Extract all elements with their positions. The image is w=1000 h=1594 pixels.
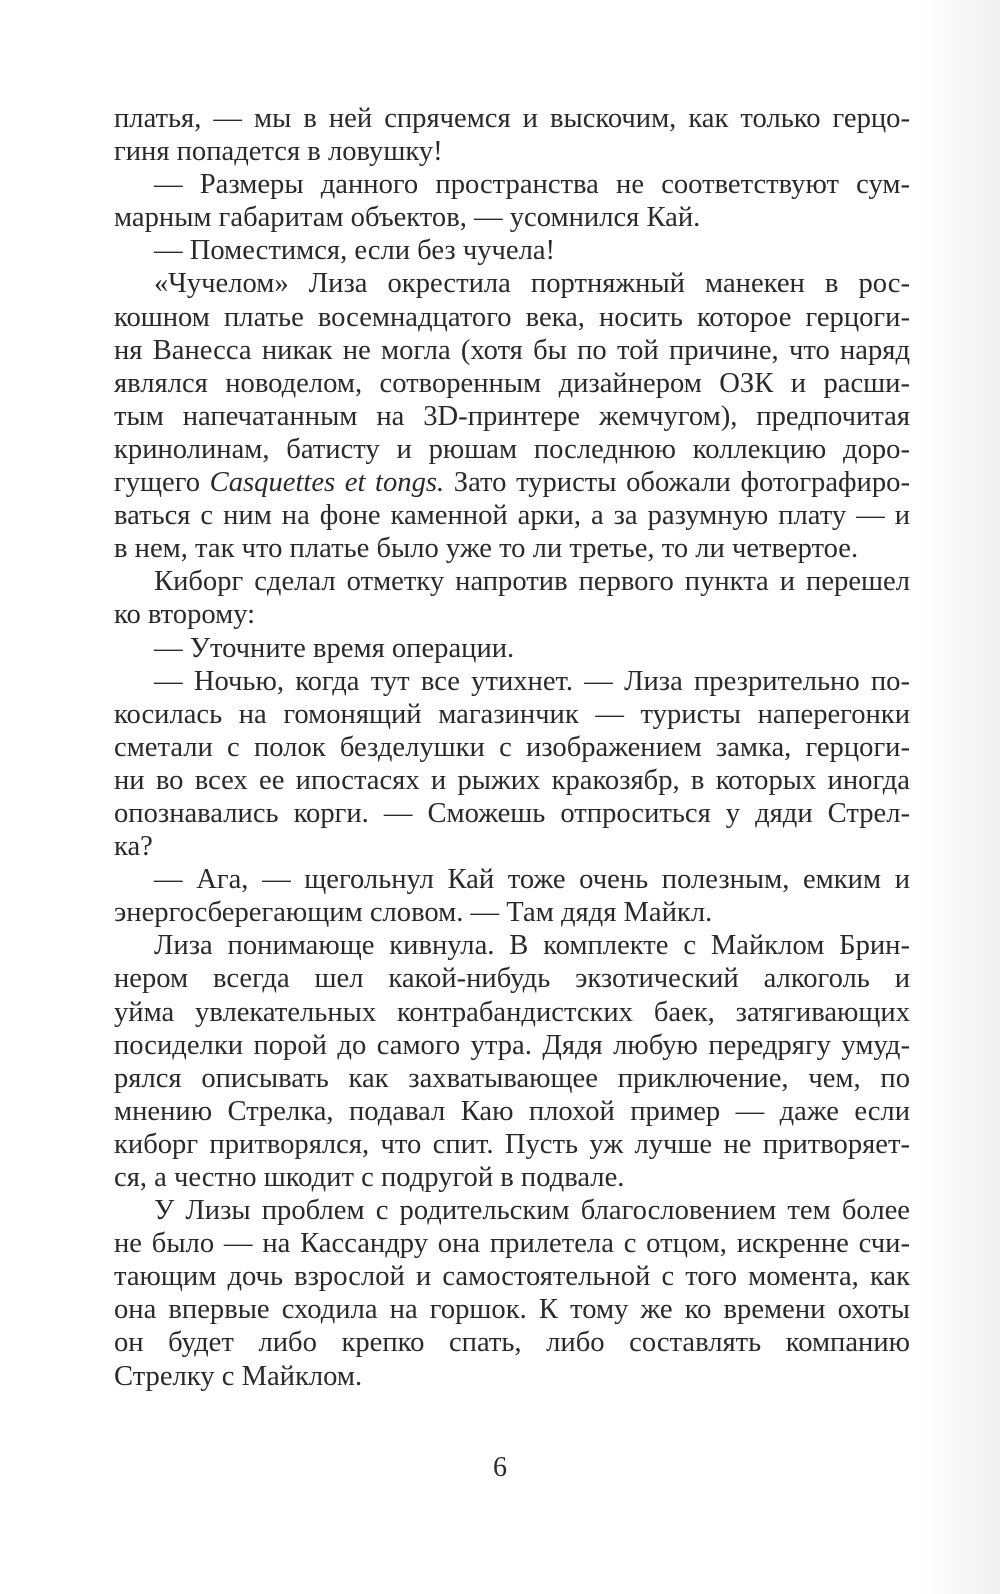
paragraph (114, 632, 910, 665)
text-line: сметали с полок безделушки с изображением замка, герцоги- (114, 731, 910, 763)
text-line: «Чучелом» Лиза окрестила портняжный манекен в рос- (154, 268, 910, 300)
text-line: ка? (114, 831, 153, 863)
paragraph (114, 267, 910, 565)
text-line: являлся новоделом, сотворенным дизайнером ОЗК и расши- (114, 367, 910, 399)
paragraph (114, 565, 910, 631)
text-line: — Размеры данного пространства не соответствуют сум- (154, 169, 910, 201)
text-line: ко второму: (114, 599, 256, 631)
text-line: Киборг сделал отметку напротив первого пункта и перешел (154, 566, 910, 598)
text-line: У Лизы проблем с родительским благословением тем более (154, 1195, 910, 1227)
text-line: ня Ванесса никак не могла (хотя бы по той причине, что наряд (114, 334, 910, 366)
paragraph (114, 863, 910, 929)
text-line: ваться с ним на фоне каменной арки, а за разумную плату — и (114, 500, 910, 532)
paragraph (114, 168, 910, 234)
text-line: киборг притворялся, что спит. Пусть уж лучше не притворяет- (114, 1128, 910, 1160)
text-line: мнению Стрелка, подавал Каю плохой пример — даже если (114, 1095, 910, 1127)
text-line: Стрелку с Майклом. (114, 1360, 363, 1392)
text-line: марным габаритам объектов, — усомнился Кай. (114, 202, 701, 234)
paragraph (114, 665, 910, 864)
text-line: не было — на Кассандру она прилетела с отцом, искренне счи- (114, 1228, 910, 1260)
text-line: платья, — мы в ней спрячемся и выскочим, как только герцо- (114, 103, 910, 134)
body-text (114, 102, 910, 1393)
text-line: в нем, так что платье было уже то ли третье, то ли четвертое. (114, 533, 859, 565)
text-line: ни во всех ее ипостасях и рыжих кракозябр, в которых иногда (114, 764, 910, 796)
text-line: он будет либо крепко спать, либо составлять компанию (114, 1327, 910, 1359)
text-line: — Ночью, когда тут все утихнет. — Лиза презрительно по- (154, 665, 910, 697)
text-line: тающим дочь взрослой и самостоятельной с того момента, как (114, 1261, 910, 1293)
text-line: энергосберегающим словом. — Там дядя Майкл. (114, 897, 713, 929)
text-line: рялся описывать как захватывающее приключение, чем, по (114, 1062, 910, 1094)
text-line: — Уточните время операции. (154, 632, 515, 664)
paragraph (114, 234, 910, 267)
paragraph (114, 929, 910, 1194)
text-line: гущего Casquettes et tongs. Зато туристы обожали фотографиро- (114, 467, 910, 499)
page-number: 6 (493, 1452, 507, 1483)
text-line: она впервые сходила на горшок. К тому же ко времени охоты (114, 1294, 910, 1326)
text-line: ся, а честно шкодит с подругой в подвале. (114, 1162, 625, 1193)
text-line: — Поместимся, если без чучела! (154, 235, 556, 267)
text-line: посиделки порой до самого утра. Дядя любую передрягу умуд- (114, 1029, 910, 1061)
text-line: тым напечатанным на 3D-принтере жемчугом), предпочитая (114, 400, 910, 432)
text-line: опознавались корги. — Сможешь отпроситься у дяди Стрел- (114, 797, 910, 829)
paragraph (114, 102, 910, 168)
text-line: гиня попадется в ловушку! (114, 136, 443, 168)
text-line: уйма увлекательных контрабандистских баек, затягивающих (114, 996, 910, 1028)
text-line: косилась на гомонящий магазинчик — туристы наперегонки (114, 698, 910, 730)
text-line: нером всегда шел какой-нибудь экзотический алкоголь и (114, 963, 910, 995)
paragraph (114, 1194, 910, 1393)
text-line: Лиза понимающе кивнула. В комплекте с Майклом Брин- (154, 930, 910, 962)
text-line: кринолинам, батисту и рюшам последнюю коллекцию доро- (114, 433, 910, 465)
text-line: — Ага, — щегольнул Кай тоже очень полезным, емким и (154, 864, 910, 896)
text-line: кошном платье восемнадцатого века, носить которое герцоги- (114, 301, 910, 333)
